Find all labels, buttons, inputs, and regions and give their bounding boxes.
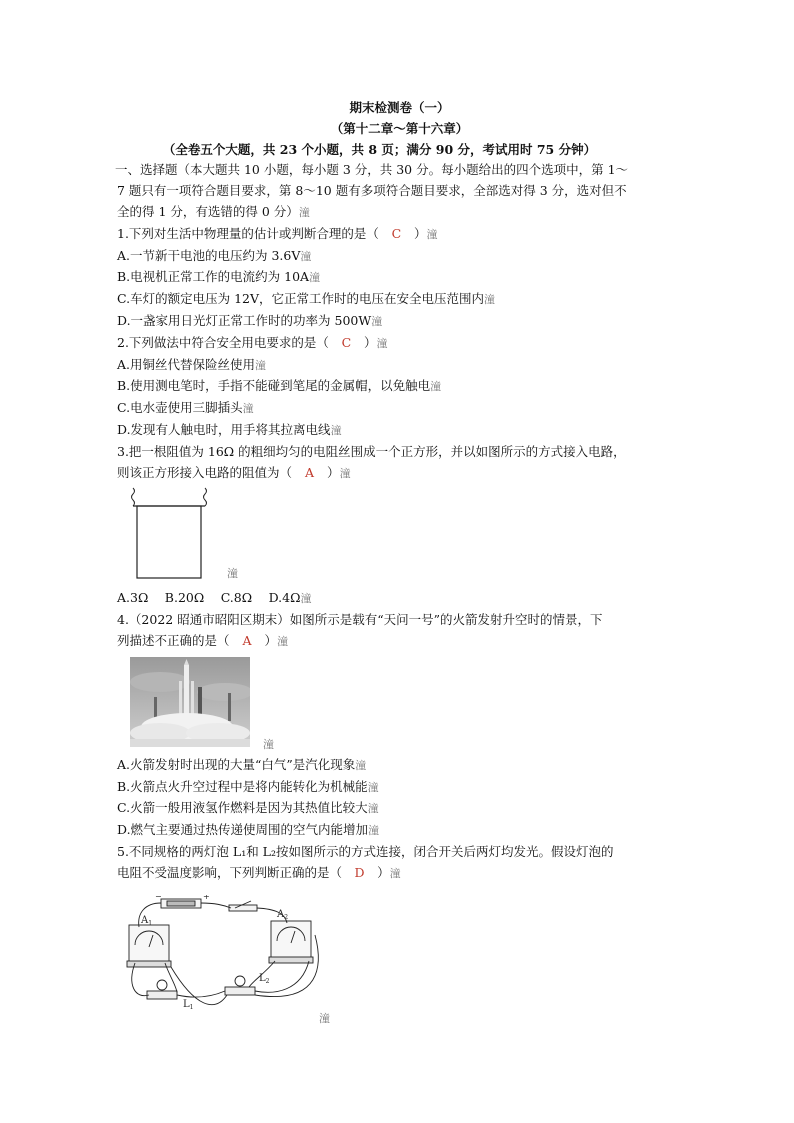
- q4-stem-line1: 4.（2022 昭通市昭阳区期末）如图所示是载有“天问一号”的火箭发射升空时的情景，下: [117, 612, 603, 628]
- watermark-glyph: 潼: [300, 592, 312, 606]
- q1-option-c: [117, 289, 682, 311]
- section-heading-text: 全的得 1 分，有选错的得 0 分）: [117, 203, 299, 219]
- q4-stem-text: 列描述不正确的是（: [117, 632, 230, 648]
- q5-stem-line1: 5.不同规格的两灯泡 L₁和 L₂按如图所示的方式连接，闭合开关后两灯均发光。假设灯泡的: [117, 843, 614, 859]
- launch-tower: [228, 693, 231, 721]
- q4-answer: A: [242, 632, 252, 648]
- ammeter-a2-label: $A_2$: [277, 908, 289, 921]
- battery-minus-label: −: [155, 894, 162, 901]
- wire-right-lead: [204, 488, 207, 506]
- square-resistor-figure: [127, 486, 217, 586]
- exam-info: （全卷五个大题，共 23 个小题，共 8 页；满分 90 分，考试用时 75 分钟）: [162, 141, 597, 157]
- option-text: A.火箭发射时出现的大量“白气”是汽化现象: [117, 756, 356, 772]
- exam-title: 期末检测卷（一）: [349, 100, 450, 115]
- option-text: A.一节新干电池的电压约为 3.6V: [117, 247, 301, 263]
- launch-tower: [198, 687, 202, 717]
- watermark-glyph: 潼: [330, 423, 342, 437]
- exam-subtitle: （第十二章～第十六章）: [330, 120, 469, 136]
- ammeter-a1-label: $A_1$: [141, 914, 153, 927]
- q4-close: ）: [264, 632, 278, 648]
- watermark-glyph: 潼: [389, 866, 401, 880]
- q1-option-a: [117, 246, 682, 268]
- rocket-launch-photo: [130, 657, 250, 747]
- lamp-l2-base: [225, 987, 255, 995]
- watermark-glyph: 潼: [367, 802, 379, 816]
- q1-close: ）: [413, 225, 427, 241]
- q1-answer: C: [391, 225, 402, 241]
- q2-option-b: [117, 376, 682, 398]
- battery-plus-label: +: [203, 894, 210, 901]
- option-text: B.电视机正常工作的电流约为 10A: [117, 269, 310, 285]
- watermark-glyph: 潼: [371, 314, 383, 328]
- option-text: D.发现有人触电时，用手将其拉离电线: [117, 421, 331, 437]
- q5-answer: D: [354, 864, 365, 880]
- lamp-l1-label: $L_1$: [183, 998, 194, 1011]
- q4-option-a: [117, 755, 682, 777]
- q5-stem-text: 电阻不受温度影响，下列判断正确的是（: [117, 864, 343, 880]
- option-text: A.3Ω B.20Ω C.8Ω D.4Ω: [117, 590, 301, 606]
- q1-option-b: [117, 267, 682, 289]
- wire: [171, 967, 227, 1005]
- watermark-glyph: 潼: [300, 249, 312, 263]
- watermark-glyph: 潼: [263, 737, 274, 751]
- watermark-glyph: 潼: [309, 271, 321, 285]
- watermark-glyph: 潼: [255, 358, 267, 372]
- option-text: D.一盏家用日光灯正常工作时的功率为 500W: [117, 312, 372, 328]
- q3-figure-row: [117, 484, 682, 588]
- q3-close: ）: [327, 464, 340, 480]
- rocket-body: [184, 665, 189, 715]
- q4-option-c: [117, 798, 682, 820]
- option-text: B.使用测电笔时，手指不能碰到笔尾的金属帽，以免触电: [117, 378, 431, 394]
- section-heading-line3: [117, 202, 682, 224]
- watermark-glyph: 潼: [242, 402, 254, 416]
- option-text: C.火箭一般用液氢作燃料是因为其热值比较大: [117, 800, 368, 816]
- q1-option-d: [117, 311, 682, 333]
- rocket-booster: [191, 681, 194, 715]
- q2-option-d: [117, 420, 682, 442]
- q2-answer: C: [341, 334, 352, 350]
- q5-figure-row: [117, 885, 682, 1025]
- watermark-glyph: 潼: [277, 634, 289, 648]
- photo-ground: [130, 739, 250, 747]
- q5-close: ）: [377, 864, 390, 880]
- section-heading-line2: 7 题只有一项符合题目要求，第 8～10 题有多项符合题目要求，全部选对得 3 分，选对但不: [117, 183, 627, 199]
- option-text: A.用铜丝代替保险丝使用: [117, 356, 256, 372]
- circuit-figure: [125, 895, 325, 1020]
- q4-stem-line2: [117, 631, 682, 653]
- q2-stem-text: 2.下列做法中符合安全用电要求的是（: [117, 334, 329, 350]
- q1-stem: [117, 224, 682, 246]
- q3-stem-text: 则该正方形接入电路的阻值为（: [117, 464, 293, 480]
- wire-left-lead: [132, 488, 135, 506]
- q2-stem: [117, 333, 682, 355]
- lamp-l1-base: [147, 991, 177, 999]
- watermark-glyph: 潼: [339, 466, 351, 480]
- wire: [132, 963, 149, 996]
- q3-answer: A: [305, 464, 315, 480]
- q3-options: [117, 588, 682, 610]
- section-heading-line1: 一、选择题（本大题共 10 小题，每小题 3 分，共 30 分。每小题给出的四个选项中，第 1～: [115, 162, 629, 178]
- watermark-glyph: 潼: [319, 1011, 330, 1025]
- q1-stem-text: 1.下列对生活中物理量的估计或判断合理的是（: [117, 225, 379, 241]
- rocket-booster: [179, 681, 182, 715]
- option-text: C.车灯的额定电压为 12V，它正常工作时的电压在安全电压范围内: [117, 291, 484, 307]
- ammeter-a2-base: [269, 957, 313, 963]
- switch-base: [229, 905, 257, 911]
- watermark-glyph: 潼: [298, 205, 310, 219]
- watermark-glyph: 潼: [368, 824, 380, 838]
- lamp-l2-label: $L_2$: [259, 972, 270, 985]
- battery-cell: [167, 901, 195, 906]
- wire: [177, 991, 225, 997]
- q3-stem-line2: [117, 463, 682, 485]
- watermark-glyph: 潼: [484, 293, 495, 307]
- q4-option-b: [117, 777, 682, 799]
- exam-content: [117, 98, 682, 1025]
- watermark-glyph: 潼: [355, 758, 367, 772]
- option-text: B.火箭点火升空过程中是将内能转化为机械能: [117, 778, 368, 794]
- q5-stem-line2: [117, 863, 682, 885]
- watermark-glyph: 潼: [227, 567, 238, 581]
- q3-stem-line1: 3.把一根阻值为 16Ω 的粗细均匀的电阻丝围成一个正方形，并以如图所示的方式接入电路，: [117, 443, 626, 459]
- watermark-glyph: 潼: [430, 380, 442, 394]
- watermark-glyph: 潼: [367, 780, 379, 794]
- watermark-glyph: 潼: [376, 336, 388, 350]
- q2-option-c: [117, 398, 682, 420]
- q4-option-d: [117, 820, 682, 842]
- watermark-glyph: 潼: [426, 227, 438, 241]
- square-wire: [137, 506, 201, 578]
- q4-figure-row: [117, 653, 682, 755]
- q2-option-a: [117, 355, 682, 377]
- option-text: D.燃气主要通过热传递使周围的空气内能增加: [117, 822, 369, 838]
- wire: [201, 903, 231, 908]
- lamp-l2-bulb: [235, 976, 245, 986]
- option-text: C.电水壶使用三脚插头: [117, 400, 243, 416]
- q2-close: ）: [363, 334, 377, 350]
- lamp-l1-bulb: [157, 980, 167, 990]
